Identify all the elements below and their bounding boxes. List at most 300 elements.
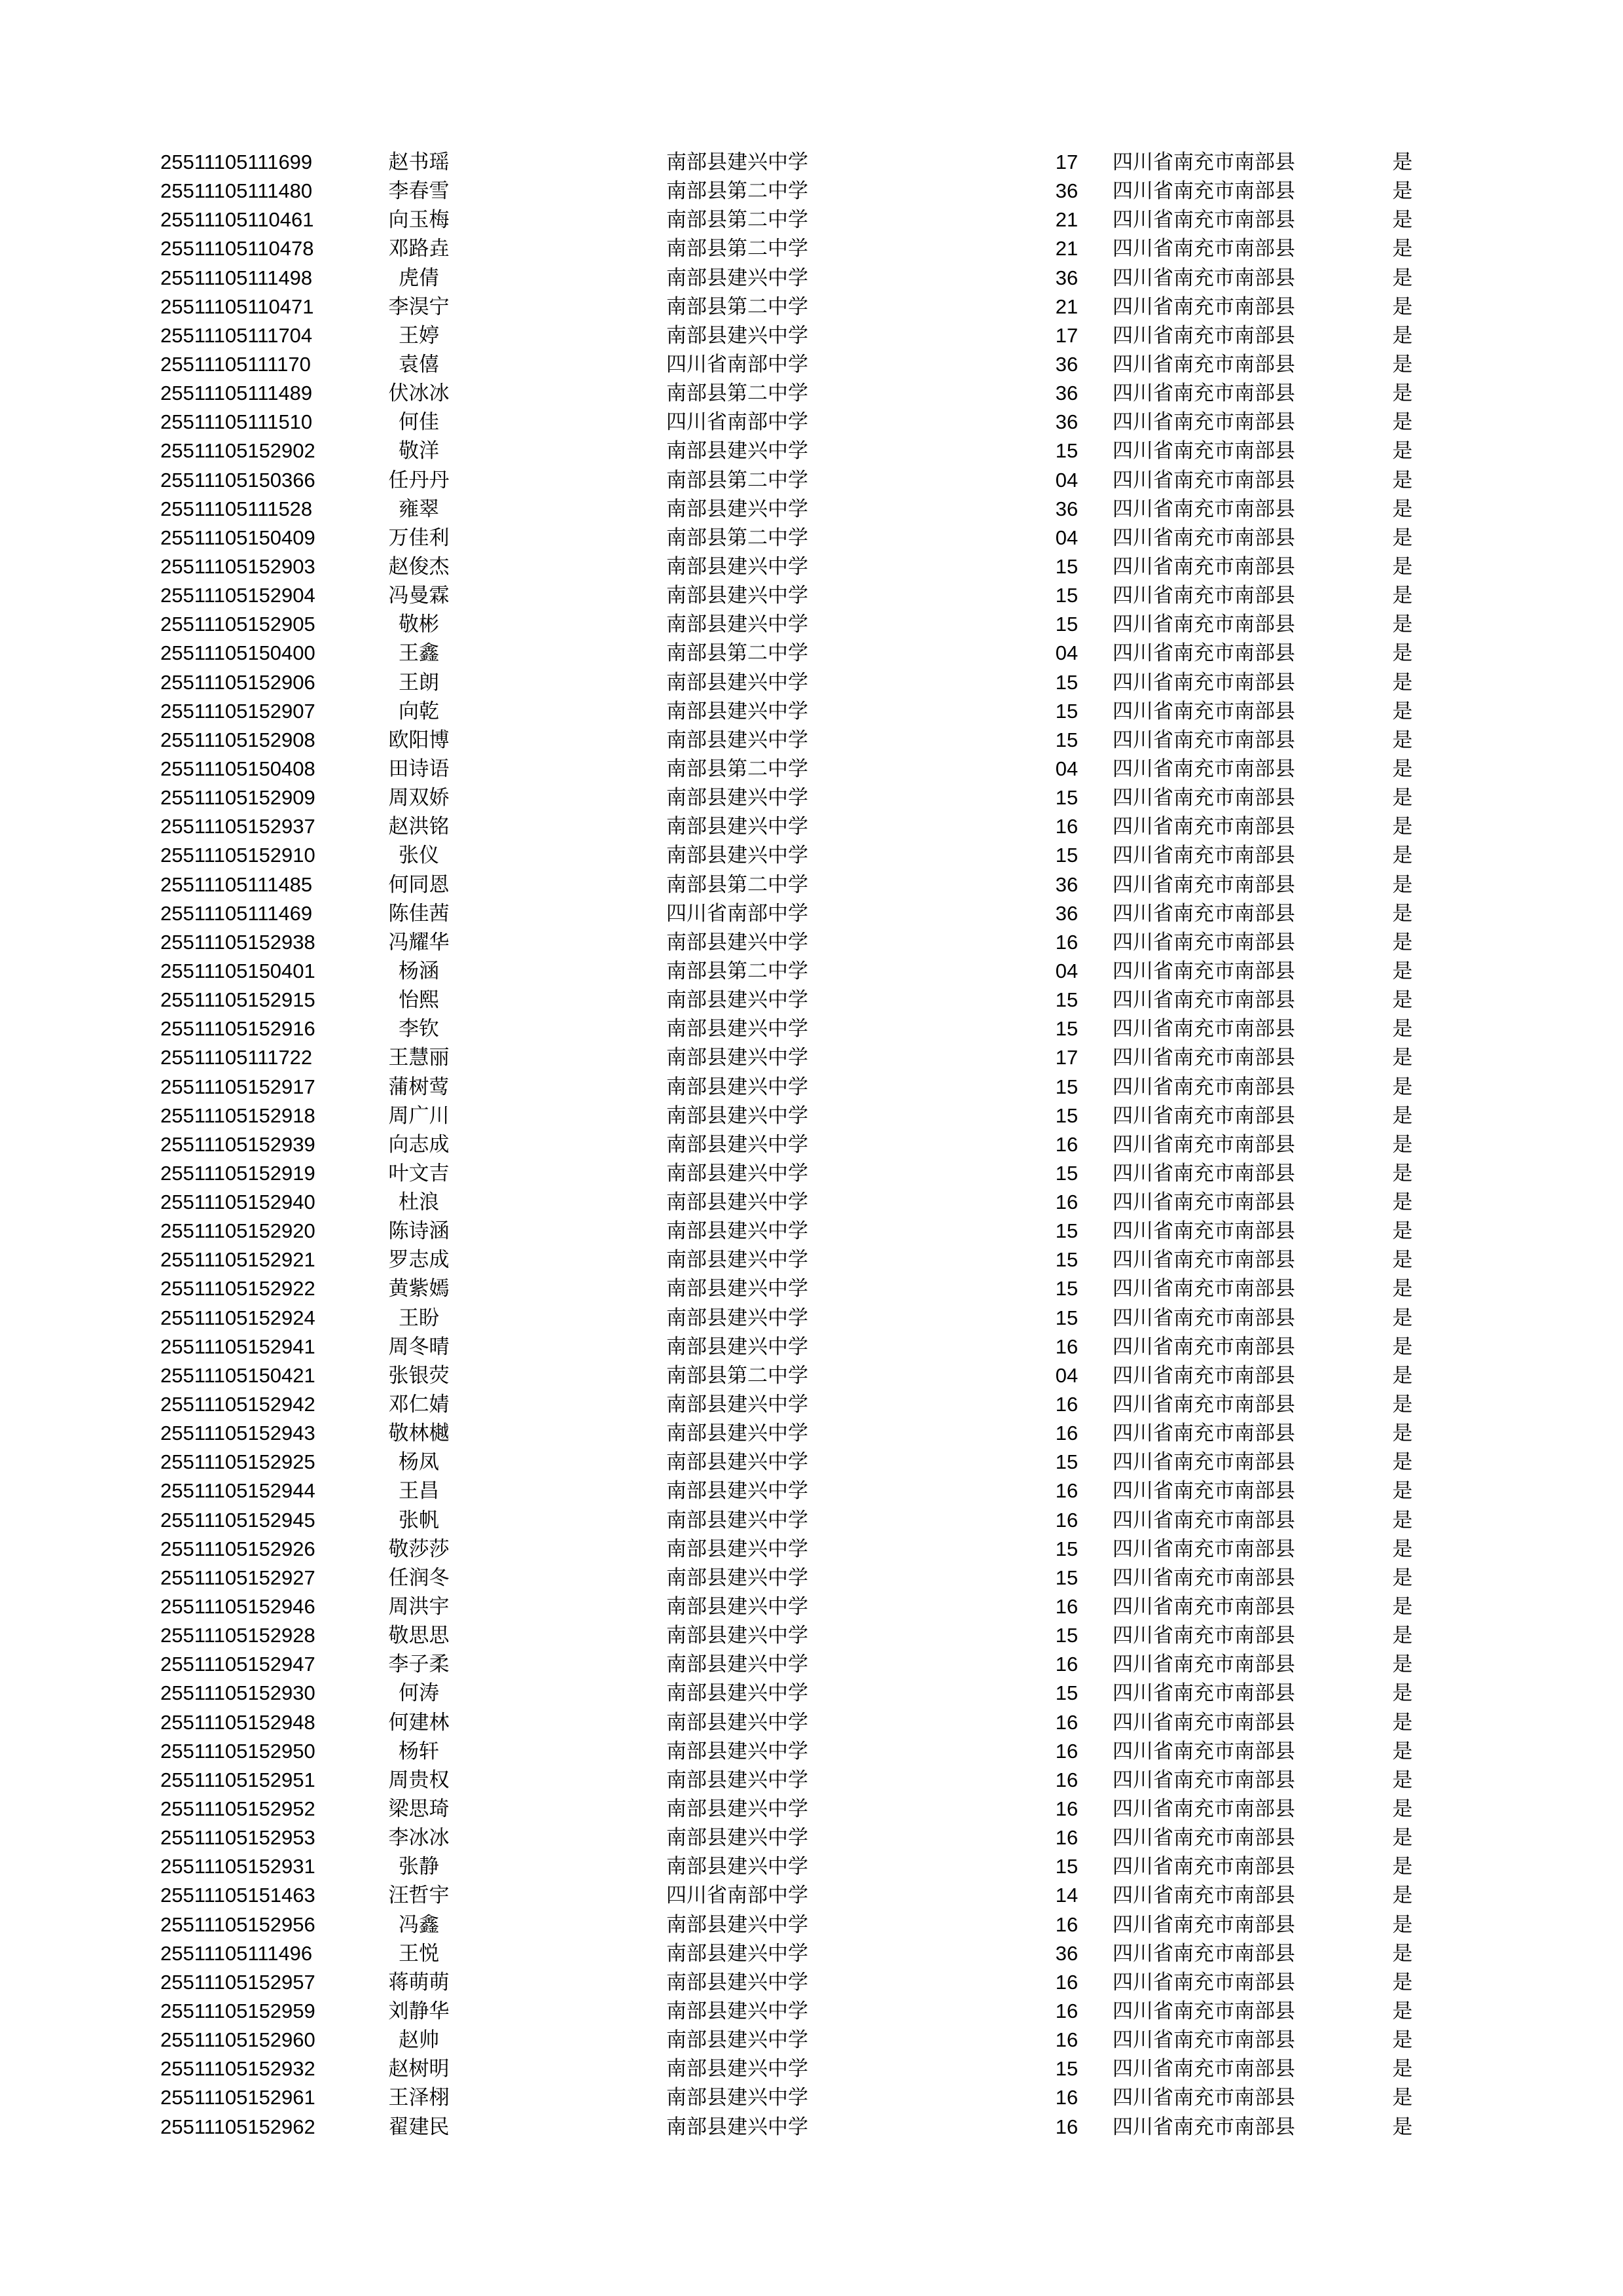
table-row <box>0 1910 1623 1939</box>
name-cell: 欧阳博 <box>388 728 450 752</box>
name-cell: 雍翠 <box>399 497 439 521</box>
table-row <box>0 177 1623 206</box>
region-cell: 四川省南充市南部县 <box>1113 584 1295 608</box>
table-row <box>0 986 1623 1014</box>
region-cell: 四川省南充市南部县 <box>1113 1248 1295 1272</box>
region-cell: 四川省南充市南部县 <box>1113 2000 1295 2023</box>
region-cell: 四川省南充市南部县 <box>1113 468 1295 492</box>
student-id-cell: 25511105152939 <box>160 1132 315 1156</box>
region-cell: 四川省南充市南部县 <box>1113 1653 1295 1677</box>
table-row <box>0 1881 1623 1910</box>
flag-cell: 是 <box>1392 1017 1413 1041</box>
table-row <box>0 379 1623 408</box>
code-cell: 15 <box>1055 1075 1079 1098</box>
name-cell: 万佳利 <box>388 526 450 550</box>
flag-cell: 是 <box>1392 1219 1413 1244</box>
code-cell: 16 <box>1055 930 1079 954</box>
name-cell: 冯耀华 <box>388 930 450 954</box>
student-id-cell: 25511105152902 <box>160 439 315 463</box>
table-row <box>0 2054 1623 2083</box>
region-cell: 四川省南充市南部县 <box>1113 844 1295 868</box>
student-id-cell: 25511105152957 <box>160 1970 315 1994</box>
school-cell: 南部县建兴中学 <box>666 1046 808 1070</box>
school-cell: 南部县建兴中学 <box>666 1826 808 1850</box>
student-id-cell: 25511105152941 <box>160 1335 315 1358</box>
student-id-cell: 25511105152961 <box>160 2086 315 2109</box>
region-cell: 四川省南充市南部县 <box>1113 786 1295 810</box>
student-id-cell: 25511105152920 <box>160 1219 315 1243</box>
school-cell: 南部县建兴中学 <box>666 1103 808 1128</box>
student-id-cell: 25511105152946 <box>160 1595 315 1619</box>
region-cell: 四川省南充市南部县 <box>1113 1103 1295 1128</box>
table-row <box>0 495 1623 524</box>
name-cell: 赵俊杰 <box>388 554 450 579</box>
region-cell: 四川省南充市南部县 <box>1113 1595 1295 1619</box>
code-cell: 15 <box>1055 554 1079 578</box>
region-cell: 四川省南充市南部县 <box>1113 266 1295 290</box>
code-cell: 36 <box>1055 872 1079 896</box>
flag-cell: 是 <box>1392 323 1413 348</box>
school-cell: 南部县第二中学 <box>666 959 808 983</box>
student-id-cell: 25511105152931 <box>160 1855 315 1878</box>
region-cell: 四川省南充市南部县 <box>1113 439 1295 463</box>
school-cell: 南部县第二中学 <box>666 208 808 232</box>
code-cell: 15 <box>1055 1681 1079 1705</box>
school-cell: 南部县建兴中学 <box>666 1248 808 1272</box>
name-cell: 赵书瑶 <box>388 151 450 174</box>
school-cell: 南部县建兴中学 <box>666 613 808 637</box>
table-row <box>0 668 1623 697</box>
flag-cell: 是 <box>1392 468 1413 492</box>
name-cell: 周双娇 <box>388 786 450 810</box>
school-cell: 南部县建兴中学 <box>666 699 808 723</box>
region-cell: 四川省南充市南部县 <box>1113 151 1295 174</box>
name-cell: 赵树明 <box>388 2057 450 2081</box>
school-cell: 四川省南部中学 <box>666 1884 808 1908</box>
region-cell: 四川省南充市南部县 <box>1113 1132 1295 1157</box>
school-cell: 南部县建兴中学 <box>666 1566 808 1590</box>
code-cell: 15 <box>1055 1161 1079 1185</box>
student-id-cell: 25511105152915 <box>160 988 315 1012</box>
table-row <box>0 755 1623 783</box>
student-id-cell: 25511105110471 <box>160 295 314 318</box>
code-cell: 21 <box>1055 208 1079 232</box>
name-cell: 何同恩 <box>388 872 450 897</box>
code-cell: 16 <box>1055 1335 1079 1358</box>
table-row <box>0 1361 1623 1390</box>
table-row <box>0 812 1623 841</box>
region-cell: 四川省南充市南部县 <box>1113 728 1295 752</box>
school-cell: 南部县第二中学 <box>666 468 808 492</box>
region-cell: 四川省南充市南部县 <box>1113 1046 1295 1070</box>
flag-cell: 是 <box>1392 2057 1413 2081</box>
school-cell: 南部县建兴中学 <box>666 1595 808 1619</box>
school-cell: 南部县建兴中学 <box>666 2115 808 2139</box>
table-row <box>0 2026 1623 2054</box>
code-cell: 17 <box>1055 323 1079 347</box>
code-cell: 15 <box>1055 1103 1079 1127</box>
name-cell: 杨凤 <box>399 1450 439 1475</box>
region-cell: 四川省南充市南部县 <box>1113 2086 1295 2110</box>
name-cell: 罗志成 <box>388 1248 450 1272</box>
code-cell: 15 <box>1055 699 1079 723</box>
region-cell: 四川省南充市南部县 <box>1113 1393 1295 1417</box>
code-cell: 16 <box>1055 1422 1079 1445</box>
name-cell: 王朗 <box>399 670 439 694</box>
student-id-cell: 25511105111528 <box>160 497 313 520</box>
flag-cell: 是 <box>1392 988 1413 1013</box>
code-cell: 04 <box>1055 468 1079 492</box>
table-row <box>0 1766 1623 1795</box>
school-cell: 南部县建兴中学 <box>666 1797 808 1821</box>
school-cell: 南部县建兴中学 <box>666 1306 808 1330</box>
name-cell: 杨涵 <box>399 959 439 983</box>
school-cell: 南部县建兴中学 <box>666 1277 808 1301</box>
school-cell: 南部县建兴中学 <box>666 151 808 174</box>
flag-cell: 是 <box>1392 641 1413 666</box>
flag-cell: 是 <box>1392 1970 1413 1994</box>
student-id-cell: 25511105152918 <box>160 1103 315 1127</box>
region-cell: 四川省南充市南部县 <box>1113 901 1295 925</box>
name-cell: 王婷 <box>399 323 439 348</box>
school-cell: 南部县第二中学 <box>666 382 808 406</box>
flag-cell: 是 <box>1392 237 1413 261</box>
student-id-cell: 25511105111498 <box>160 266 313 289</box>
name-cell: 敬洋 <box>399 439 439 463</box>
code-cell: 16 <box>1055 2086 1079 2109</box>
student-id-cell: 25511105152909 <box>160 786 315 810</box>
region-cell: 四川省南充市南部县 <box>1113 1912 1295 1937</box>
name-cell: 袁僖 <box>399 352 439 376</box>
code-cell: 15 <box>1055 1855 1079 1878</box>
code-cell: 15 <box>1055 439 1079 463</box>
flag-cell: 是 <box>1392 1363 1413 1388</box>
table-row <box>0 293 1623 321</box>
table-row <box>0 148 1623 177</box>
flag-cell: 是 <box>1392 1884 1413 1908</box>
school-cell: 南部县建兴中学 <box>666 1681 808 1706</box>
region-cell: 四川省南充市南部县 <box>1113 1970 1295 1994</box>
flag-cell: 是 <box>1392 1537 1413 1561</box>
table-row <box>0 1333 1623 1361</box>
student-id-cell: 25511105152926 <box>160 1537 315 1560</box>
table-row <box>0 1448 1623 1477</box>
code-cell: 15 <box>1055 1537 1079 1560</box>
name-cell: 王昌 <box>399 1479 439 1503</box>
student-id-cell: 25511105152904 <box>160 584 315 607</box>
code-cell: 04 <box>1055 959 1079 982</box>
code-cell: 15 <box>1055 1017 1079 1041</box>
student-id-cell: 25511105152938 <box>160 930 315 954</box>
code-cell: 16 <box>1055 1912 1079 1936</box>
flag-cell: 是 <box>1392 2115 1413 2139</box>
student-id-cell: 25511105111480 <box>160 179 313 203</box>
table-row <box>0 1304 1623 1333</box>
name-cell: 蒲树莺 <box>388 1075 450 1099</box>
region-cell: 四川省南充市南部县 <box>1113 1191 1295 1215</box>
code-cell: 16 <box>1055 2115 1079 2138</box>
school-cell: 南部县第二中学 <box>666 641 808 666</box>
name-cell: 梁思琦 <box>388 1797 450 1821</box>
flag-cell: 是 <box>1392 1075 1413 1099</box>
student-id-cell: 25511105150400 <box>160 641 315 665</box>
table-row <box>0 1823 1623 1852</box>
name-cell: 翟建民 <box>388 2115 450 2139</box>
student-id-cell: 25511105152905 <box>160 613 315 636</box>
student-id-cell: 25511105152962 <box>160 2115 315 2138</box>
table-row <box>0 2113 1623 2142</box>
region-cell: 四川省南充市南部县 <box>1113 1277 1295 1301</box>
student-id-cell: 25511105111722 <box>160 1046 313 1069</box>
school-cell: 南部县建兴中学 <box>666 1479 808 1503</box>
code-cell: 15 <box>1055 988 1079 1012</box>
flag-cell: 是 <box>1392 1681 1413 1706</box>
table-row <box>0 1708 1623 1737</box>
name-cell: 任丹丹 <box>388 468 450 492</box>
name-cell: 赵洪铭 <box>388 815 450 839</box>
table-row <box>0 552 1623 581</box>
region-cell: 四川省南充市南部县 <box>1113 1566 1295 1590</box>
student-id-cell: 25511105152947 <box>160 1653 315 1676</box>
table-row <box>0 1073 1623 1102</box>
code-cell: 15 <box>1055 1248 1079 1272</box>
student-id-cell: 25511105111469 <box>160 901 313 925</box>
table-row <box>0 2083 1623 2112</box>
flag-cell: 是 <box>1392 1941 1413 1965</box>
school-cell: 南部县建兴中学 <box>666 439 808 463</box>
school-cell: 南部县建兴中学 <box>666 2000 808 2023</box>
code-cell: 15 <box>1055 1219 1079 1243</box>
name-cell: 陈诗涵 <box>388 1219 450 1244</box>
school-cell: 南部县建兴中学 <box>666 844 808 868</box>
school-cell: 南部县建兴中学 <box>666 2028 808 2053</box>
student-id-cell: 25511105152916 <box>160 1017 315 1041</box>
region-cell: 四川省南充市南部县 <box>1113 1422 1295 1446</box>
name-cell: 敬彬 <box>399 613 439 637</box>
table-row <box>0 1535 1623 1564</box>
flag-cell: 是 <box>1392 901 1413 925</box>
table-row <box>0 1939 1623 1968</box>
region-cell: 四川省南充市南部县 <box>1113 641 1295 666</box>
student-id-cell: 25511105111485 <box>160 872 313 896</box>
school-cell: 南部县建兴中学 <box>666 1970 808 1994</box>
table-row <box>0 1997 1623 2026</box>
name-cell: 冯鑫 <box>399 1912 439 1937</box>
student-id-cell: 25511105152945 <box>160 1508 315 1532</box>
student-id-cell: 25511105152940 <box>160 1191 315 1214</box>
flag-cell: 是 <box>1392 815 1413 839</box>
flag-cell: 是 <box>1392 1653 1413 1677</box>
flag-cell: 是 <box>1392 295 1413 319</box>
flag-cell: 是 <box>1392 1479 1413 1503</box>
flag-cell: 是 <box>1392 1132 1413 1157</box>
school-cell: 南部县建兴中学 <box>666 1912 808 1937</box>
code-cell: 16 <box>1055 1797 1079 1821</box>
table-row <box>0 697 1623 726</box>
flag-cell: 是 <box>1392 1191 1413 1215</box>
flag-cell: 是 <box>1392 497 1413 521</box>
region-cell: 四川省南充市南部县 <box>1113 815 1295 839</box>
flag-cell: 是 <box>1392 584 1413 608</box>
student-id-cell: 25511105150421 <box>160 1363 315 1387</box>
flag-cell: 是 <box>1392 266 1413 290</box>
flag-cell: 是 <box>1392 959 1413 983</box>
school-cell: 南部县第二中学 <box>666 526 808 550</box>
school-cell: 南部县建兴中学 <box>666 1941 808 1965</box>
region-cell: 四川省南充市南部县 <box>1113 1681 1295 1706</box>
region-cell: 四川省南充市南部县 <box>1113 1768 1295 1792</box>
flag-cell: 是 <box>1392 1624 1413 1648</box>
table-row <box>0 350 1623 379</box>
flag-cell: 是 <box>1392 1595 1413 1619</box>
student-id-cell: 25511105152928 <box>160 1624 315 1647</box>
code-cell: 14 <box>1055 1884 1079 1907</box>
table-row <box>0 783 1623 812</box>
student-id-cell: 25511105111699 <box>160 151 313 173</box>
code-cell: 16 <box>1055 1768 1079 1791</box>
flag-cell: 是 <box>1392 410 1413 435</box>
flag-cell: 是 <box>1392 1508 1413 1532</box>
school-cell: 南部县建兴中学 <box>666 497 808 521</box>
table-row <box>0 524 1623 552</box>
flag-cell: 是 <box>1392 1393 1413 1417</box>
student-id-cell: 25511105152932 <box>160 2057 315 2081</box>
flag-cell: 是 <box>1392 1335 1413 1359</box>
table-row <box>0 1737 1623 1766</box>
code-cell: 36 <box>1055 352 1079 376</box>
school-cell: 南部县建兴中学 <box>666 728 808 752</box>
student-id-cell: 25511105152910 <box>160 844 315 867</box>
school-cell: 南部县建兴中学 <box>666 1191 808 1215</box>
region-cell: 四川省南充市南部县 <box>1113 1479 1295 1503</box>
table-row <box>0 957 1623 986</box>
flag-cell: 是 <box>1392 613 1413 637</box>
student-id-cell: 25511105111704 <box>160 323 313 347</box>
name-cell: 田诗语 <box>388 757 450 781</box>
student-id-cell: 25511105152921 <box>160 1248 315 1272</box>
region-cell: 四川省南充市南部县 <box>1113 699 1295 723</box>
region-cell: 四川省南充市南部县 <box>1113 1884 1295 1908</box>
name-cell: 杨轩 <box>399 1739 439 1763</box>
flag-cell: 是 <box>1392 699 1413 723</box>
region-cell: 四川省南充市南部县 <box>1113 1855 1295 1879</box>
flag-cell: 是 <box>1392 844 1413 868</box>
region-cell: 四川省南充市南部县 <box>1113 1450 1295 1475</box>
table-row <box>0 1506 1623 1535</box>
school-cell: 南部县建兴中学 <box>666 266 808 290</box>
flag-cell: 是 <box>1392 1710 1413 1734</box>
code-cell: 15 <box>1055 613 1079 636</box>
name-cell: 邓仁婧 <box>388 1393 450 1417</box>
school-cell: 南部县建兴中学 <box>666 815 808 839</box>
student-id-cell: 25511105152919 <box>160 1161 315 1185</box>
name-cell: 李冰冰 <box>388 1826 450 1850</box>
table-row <box>0 264 1623 293</box>
student-id-cell: 25511105152927 <box>160 1566 315 1589</box>
code-cell: 16 <box>1055 1508 1079 1532</box>
school-cell: 南部县建兴中学 <box>666 1161 808 1185</box>
code-cell: 15 <box>1055 1566 1079 1589</box>
student-id-cell: 25511105152907 <box>160 699 315 723</box>
school-cell: 南部县建兴中学 <box>666 1768 808 1792</box>
table-row <box>0 437 1623 465</box>
name-cell: 敬林樾 <box>388 1422 450 1446</box>
student-id-cell: 25511105152903 <box>160 554 315 578</box>
school-cell: 南部县建兴中学 <box>666 2057 808 2081</box>
table-row <box>0 1390 1623 1419</box>
code-cell: 16 <box>1055 1479 1079 1503</box>
code-cell: 15 <box>1055 1624 1079 1647</box>
code-cell: 15 <box>1055 1277 1079 1300</box>
region-cell: 四川省南充市南部县 <box>1113 554 1295 579</box>
flag-cell: 是 <box>1392 352 1413 376</box>
student-id-cell: 25511105150366 <box>160 468 315 492</box>
school-cell: 南部县建兴中学 <box>666 554 808 579</box>
code-cell: 15 <box>1055 1306 1079 1329</box>
code-cell: 16 <box>1055 1653 1079 1676</box>
flag-cell: 是 <box>1392 1161 1413 1185</box>
region-cell: 四川省南充市南部县 <box>1113 1219 1295 1244</box>
code-cell: 15 <box>1055 728 1079 751</box>
region-cell: 四川省南充市南部县 <box>1113 1537 1295 1561</box>
code-cell: 17 <box>1055 151 1079 173</box>
table-row <box>0 234 1623 263</box>
student-id-cell: 25511105152959 <box>160 2000 315 2022</box>
flag-cell: 是 <box>1392 382 1413 406</box>
code-cell: 16 <box>1055 1191 1079 1214</box>
flag-cell: 是 <box>1392 2086 1413 2110</box>
student-id-cell: 25511105152950 <box>160 1739 315 1763</box>
flag-cell: 是 <box>1392 439 1413 463</box>
code-cell: 15 <box>1055 670 1079 694</box>
region-cell: 四川省南充市南部县 <box>1113 1941 1295 1965</box>
region-cell: 四川省南充市南部县 <box>1113 382 1295 406</box>
region-cell: 四川省南充市南部县 <box>1113 1161 1295 1185</box>
name-cell: 李钦 <box>399 1017 439 1041</box>
region-cell: 四川省南充市南部县 <box>1113 1797 1295 1821</box>
flag-cell: 是 <box>1392 179 1413 204</box>
name-cell: 虎倩 <box>399 266 439 290</box>
name-cell: 向乾 <box>399 699 439 723</box>
table-row <box>0 1968 1623 1997</box>
table-row <box>0 1246 1623 1274</box>
student-id-cell: 25511105110461 <box>160 208 314 232</box>
table-row <box>0 1419 1623 1448</box>
student-id-cell: 25511105111510 <box>160 410 313 434</box>
code-cell: 16 <box>1055 815 1079 838</box>
student-id-cell: 25511105152908 <box>160 728 315 751</box>
name-cell: 王泽栩 <box>388 2086 450 2110</box>
code-cell: 16 <box>1055 1739 1079 1763</box>
region-cell: 四川省南充市南部县 <box>1113 497 1295 521</box>
name-cell: 张银荧 <box>388 1363 450 1388</box>
table-row <box>0 928 1623 957</box>
code-cell: 15 <box>1055 844 1079 867</box>
table-row <box>0 1852 1623 1881</box>
school-cell: 南部县建兴中学 <box>666 1219 808 1244</box>
student-id-cell: 25511105152906 <box>160 670 315 694</box>
region-cell: 四川省南充市南部县 <box>1113 670 1295 694</box>
school-cell: 南部县第二中学 <box>666 757 808 781</box>
school-cell: 南部县建兴中学 <box>666 1508 808 1532</box>
name-cell: 向玉梅 <box>388 208 450 232</box>
region-cell: 四川省南充市南部县 <box>1113 2115 1295 2139</box>
roster-table <box>0 148 1623 2142</box>
student-id-cell: 25511105152925 <box>160 1450 315 1474</box>
name-cell: 张静 <box>399 1855 439 1879</box>
table-row <box>0 1188 1623 1217</box>
region-cell: 四川省南充市南部县 <box>1113 1363 1295 1388</box>
